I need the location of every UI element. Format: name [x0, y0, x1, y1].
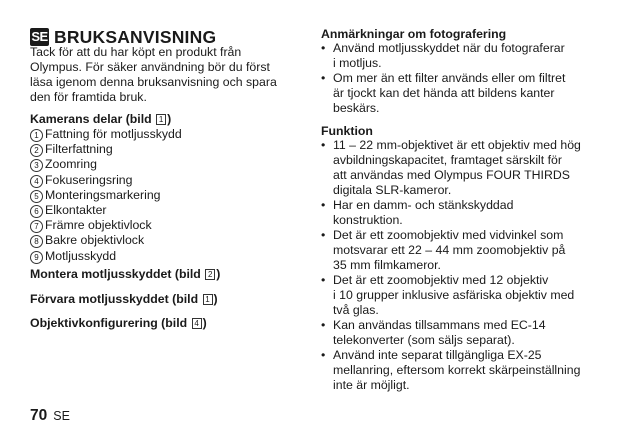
list-item — [321, 71, 565, 116]
function-heading: Funktion — [321, 124, 373, 138]
item-number: 7 — [30, 220, 43, 233]
function-line: telekonverter (som säljs separat). — [333, 333, 515, 347]
intro-paragraph — [30, 45, 277, 105]
list-item — [321, 228, 581, 273]
list-item — [30, 249, 182, 264]
item-number: 4 — [30, 175, 43, 188]
figure-ref: 1 — [156, 114, 166, 125]
notes-heading: Anmärkningar om fotografering — [321, 27, 507, 41]
function-line: 35 mm filmkameror. — [333, 258, 441, 272]
mount-heading: Montera motljusskyddet (bild 2 ) — [30, 267, 221, 281]
page-footer — [30, 407, 70, 425]
item-label: Filterfattning — [45, 142, 113, 157]
store-heading-text: Förvara motljusskyddet (bild — [30, 292, 199, 306]
item-label: Monteringsmarkering — [45, 187, 161, 202]
function-line: Kan användas tillsammans med EC-14 — [333, 318, 546, 332]
item-label: Zoomring — [45, 157, 97, 172]
config-heading-text: Objektivkonfigurering (bild — [30, 316, 188, 330]
bullet-icon: • — [321, 71, 326, 85]
function-line: motsvarar ett 22 – 44 mm zoomobjektiv på — [333, 243, 566, 257]
list-item — [30, 127, 182, 142]
item-number: 1 — [30, 129, 43, 142]
figure-ref: 1 — [203, 294, 213, 305]
list-item — [30, 203, 182, 218]
function-line: Har en damm- och stänkskyddad — [333, 198, 514, 212]
item-number: 3 — [30, 159, 43, 172]
bullet-icon: • — [321, 138, 326, 152]
title-text: BRUKSANVISNING — [54, 26, 217, 47]
function-line: två glas. — [333, 303, 379, 317]
item-number: 2 — [30, 144, 43, 157]
function-line: Det är ett zoomobjektiv med vidvinkel som — [333, 228, 564, 242]
list-item — [321, 41, 565, 71]
function-line: att användas med Olympus FOUR THIRDS — [333, 168, 570, 182]
item-label: Fattning för motljusskydd — [45, 127, 182, 141]
list-item — [321, 138, 581, 198]
note-line: i motljus. — [333, 56, 382, 70]
intro-line: läsa igenom denna bruksanvisning och spara — [30, 75, 277, 89]
item-number: 9 — [30, 251, 43, 264]
item-label: Motljusskydd — [45, 248, 117, 263]
note-line: är tjockt kan det hända att bildens kanter — [333, 86, 555, 100]
list-item — [321, 318, 581, 348]
list-item — [321, 348, 581, 393]
notes-list — [321, 41, 565, 116]
figure-ref: 2 — [205, 269, 215, 280]
item-number: 6 — [30, 205, 43, 218]
intro-line: den för framtida bruk. — [30, 90, 147, 104]
item-label: Fokuseringsring — [45, 172, 133, 187]
store-heading: Förvara motljusskyddet (bild 1 ) — [30, 292, 218, 306]
item-label: Elkontakter — [45, 203, 107, 218]
list-item — [30, 173, 182, 188]
function-line: Det är ett zoomobjektiv med 12 objektiv — [333, 273, 549, 287]
language-badge: SE — [31, 29, 48, 44]
note-line: Använd motljusskyddet när du fotograferar — [333, 41, 565, 55]
function-line: inte är möjligt. — [333, 378, 410, 392]
page-language: SE — [53, 409, 70, 423]
list-item — [30, 142, 182, 157]
mount-heading-text: Montera motljusskyddet (bild — [30, 267, 201, 281]
parts-heading-text: Kamerans delar (bild — [30, 112, 152, 126]
intro-line: Olympus. För säker användning bör du först — [30, 60, 270, 74]
bullet-icon: • — [321, 318, 326, 332]
config-heading: Objektivkonfigurering (bild 4 ) — [30, 316, 207, 330]
item-number: 8 — [30, 235, 43, 248]
item-label: Främre objektivlock — [45, 218, 152, 233]
figure-ref: 4 — [192, 318, 202, 329]
function-line: 11 – 22 mm-objektivet är ett objektiv med hög — [333, 138, 581, 152]
note-line: beskärs. — [333, 101, 380, 115]
page-number: 70 — [30, 407, 48, 424]
list-item — [30, 218, 182, 233]
function-line: i 10 grupper inklusive asfäriska objektiv med — [333, 288, 575, 302]
parts-heading: Kamerans delar (bild 1 ) — [30, 112, 172, 126]
list-item — [321, 198, 581, 228]
function-line: avbildningskapacitet, framtaget särskilt för — [333, 153, 562, 167]
bullet-icon: • — [321, 348, 326, 362]
list-item — [30, 233, 182, 248]
function-line: konstruktion. — [333, 213, 403, 227]
function-line: mellanring, eftersom korrekt skärpeinställning — [333, 363, 581, 377]
note-line: Om mer än ett filter används eller om filtret — [333, 71, 566, 85]
intro-line: Tack för att du har köpt en produkt från — [30, 45, 242, 59]
list-item — [30, 157, 182, 172]
item-number: 5 — [30, 190, 43, 203]
bullet-icon: • — [321, 228, 326, 242]
list-item — [321, 273, 581, 318]
list-item — [30, 188, 182, 203]
bullet-icon: • — [321, 273, 326, 287]
function-line: digitala SLR-kameror. — [333, 183, 452, 197]
bullet-icon: • — [321, 198, 326, 212]
function-list — [321, 138, 581, 393]
bullet-icon: • — [321, 41, 326, 55]
parts-list — [30, 127, 182, 264]
item-label: Bakre objektivlock — [45, 233, 145, 248]
function-line: Använd inte separat tillgängliga EX-25 — [333, 348, 542, 362]
